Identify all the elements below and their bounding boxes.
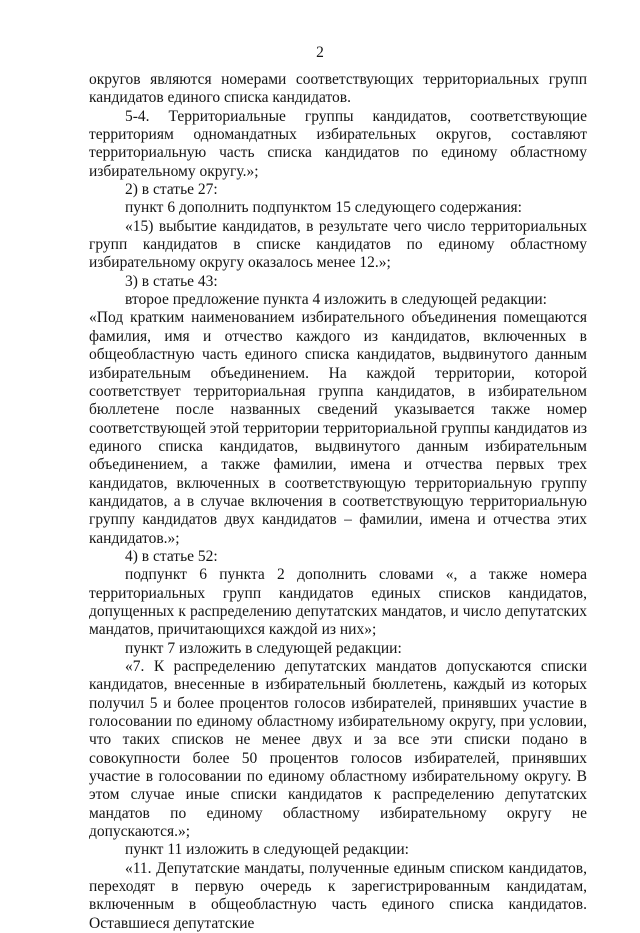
paragraph: второе предложение пункта 4 изложить в следующей редакции:: [125, 291, 547, 309]
paragraph: 4) в статье 52:: [125, 547, 218, 565]
paragraph: «15) выбытие кандидатов, в результате чего число территориальных групп кандидатов в списке кандидатов по единому областному избирательному округу оказалось менее 12.»;: [89, 217, 587, 272]
paragraph: округов являются номерами соответствующих территориальных групп кандидатов единого списка кандидатов.: [89, 71, 587, 107]
paragraph: пункт 6 дополнить подпунктом 15 следующего содержания:: [125, 199, 522, 217]
page-number: 2: [316, 44, 324, 61]
paragraph: 3) в статье 43:: [125, 272, 218, 290]
paragraph: 2) в статье 27:: [125, 181, 218, 199]
paragraph: «7. К распределению депутатских мандатов допускаются списки кандидатов, внесенные в избирательный бюллетень, каждый из которых получил 5 и более процентов голосов избирателей, принявших участие в голосовании по единому областному избирательному округу, при условии, что таких списков не менее двух и за все эти списки подано в совокупности более 50 процентов голосов избирателей, принявших участие в голосовании по единому областному избирательному округу. В этом случае иные списки кандидатов к распределению депутатских мандатов по единому областному избирательному округу не допускаются.»;: [89, 658, 587, 841]
paragraph: «Под кратким наименованием избирательного объединения помещаются фамилия, имя и отчество каждого из кандидатов, включенных в общеобластную часть единого списка кандидатов, выдвинутого данным избирательным объединением. На каждой территории, которой соответствует территориальная группа кандидатов, в избирательном бюллетене после названных сведений указывается также номер соответствующей этой территории территориальной группы кандидатов из единого списка кандидатов, выдвинутого данным избирательным объединением, а также фамилии, имена и отчества первых трех кандидатов, включенных в соответствующую территориальную группу кандидатов, а в случае включения в соответствующую территориальную группу кандидатов двух кандидатов – фамилии, имена и отчества этих кандидатов.»;: [89, 309, 587, 547]
paragraph: пункт 7 изложить в следующей редакции:: [125, 639, 402, 657]
paragraph: «11. Депутатские мандаты, полученные единым списком кандидатов, переходят в первую очередь к зарегистрированным кандидатам, включенным в общеобластную часть единого списка кандидатов. Оставшиеся депутатские: [89, 859, 587, 932]
paragraph: подпункт 6 пункта 2 дополнить словами «, а также номера территориальных групп кандидатов единых списков кандидатов, допущенных к распределению депутатских мандатов, и число депутатских мандатов, причитающихся каждой из них»;: [89, 566, 587, 639]
paragraph: 5-4. Территориальные группы кандидатов, соответствующие территориям одномандатных избирательных округов, составляют территориальную часть списка кандидатов по единому областному избирательному округу.»;: [89, 107, 587, 180]
paragraph: пункт 11 изложить в следующей редакции:: [125, 841, 409, 859]
document-body: [89, 71, 587, 933]
